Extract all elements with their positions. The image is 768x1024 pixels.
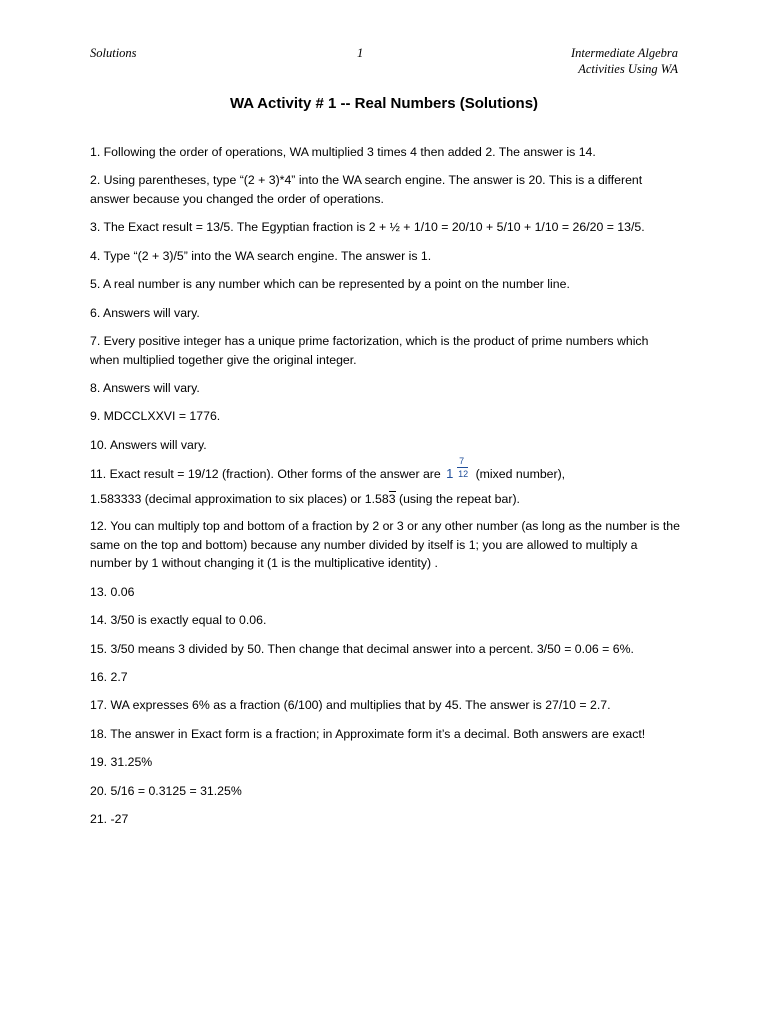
solution-item-20: 20. 5/16 = 0.3125 = 31.25% bbox=[90, 783, 242, 798]
solution-item-14: 14. 3/50 is exactly equal to 0.06. bbox=[90, 613, 267, 628]
item11-text-d: (using the repeat bar). bbox=[395, 491, 520, 506]
solution-item-10: 10. Answers will vary. bbox=[90, 437, 207, 452]
header-left: Solutions bbox=[90, 46, 137, 60]
solutions-list bbox=[90, 143, 680, 838]
mixed-numerator: 7 bbox=[459, 456, 465, 467]
page-title: WA Activity # 1 -- Real Numbers (Solutions) bbox=[229, 95, 539, 112]
solution-item-2: 2. Using parentheses, type “(2 + 3)*4” into the WA search engine. The answer is 20. This is a different answer because you changed the order of operations. bbox=[90, 173, 643, 206]
solution-item-18: 18. The answer in Exact form is a fraction; in Approximate form it’s a decimal. Both answers are exact! bbox=[90, 726, 646, 741]
item11-text-a: 11. Exact result = 19/12 (fraction). Other forms of the answer are bbox=[90, 467, 441, 482]
solution-item-19: 19. 31.25% bbox=[90, 755, 153, 770]
solution-item-6: 6. Answers will vary. bbox=[90, 305, 200, 320]
solution-item-12: 12. You can multiply top and bottom of a fraction by 2 or 3 or any other number (as long as the number is the same on the top and bottom) because any number divided by itself is 1; you are allowed to multiply a number by 1 without changing it (1 is the multiplicative identity) . bbox=[90, 519, 680, 571]
header-right bbox=[571, 45, 678, 77]
page-number: 1 bbox=[357, 46, 364, 60]
item11-text-c: 1.583333 (decimal approximation to six places) or 1.58 bbox=[90, 491, 389, 506]
solution-item-13: 13. 0.06 bbox=[90, 584, 135, 599]
solution-item-3: 3. The Exact result = 13/5. The Egyptian fraction is 2 + ½ + 1/10 = 20/10 + 5/10 + 1/10 = 26/20 = 13/5. bbox=[90, 220, 645, 235]
solution-item-5: 5. A real number is any number which can be represented by a point on the number line. bbox=[90, 277, 570, 292]
mixed-whole: 1 bbox=[446, 466, 454, 482]
repeat-bar-digit: 3 bbox=[389, 490, 396, 509]
header-right-line1: Intermediate Algebra bbox=[570, 46, 678, 60]
item11-text-b: (mixed number), bbox=[475, 467, 566, 482]
solution-item-17: 17. WA expresses 6% as a fraction (6/100) and multiplies that by 45. The answer is 27/10 = 2.7. bbox=[90, 698, 611, 713]
solution-item-21: 21. -27 bbox=[90, 811, 129, 826]
mixed-number bbox=[446, 456, 470, 482]
solution-item-16: 16. 2.7 bbox=[90, 670, 128, 685]
fraction-bar bbox=[457, 467, 468, 468]
solution-item-11 bbox=[90, 456, 680, 508]
solution-item-7: 7. Every positive integer has a unique prime factorization, which is the product of prime numbers which when multiplied together give the original integer. bbox=[90, 333, 649, 367]
mixed-denominator: 12 bbox=[458, 469, 469, 480]
solution-item-1: 1. Following the order of operations, WA multiplied 3 times 4 then added 2. The answer is 14. bbox=[90, 145, 596, 159]
solution-item-8: 8. Answers will vary. bbox=[90, 380, 200, 395]
solution-item-9: 9. MDCCLXXVI = 1776. bbox=[90, 409, 221, 424]
header-right-line2: Activities Using WA bbox=[578, 62, 678, 76]
item11-line2 bbox=[90, 490, 680, 509]
solution-item-15: 15. 3/50 means 3 divided by 50. Then change that decimal answer into a percent. 3/50 = 0.06 = 6%. bbox=[90, 641, 634, 656]
solution-item-4: 4. Type “(2 + 3)/5” into the WA search engine. The answer is 1. bbox=[90, 248, 432, 263]
